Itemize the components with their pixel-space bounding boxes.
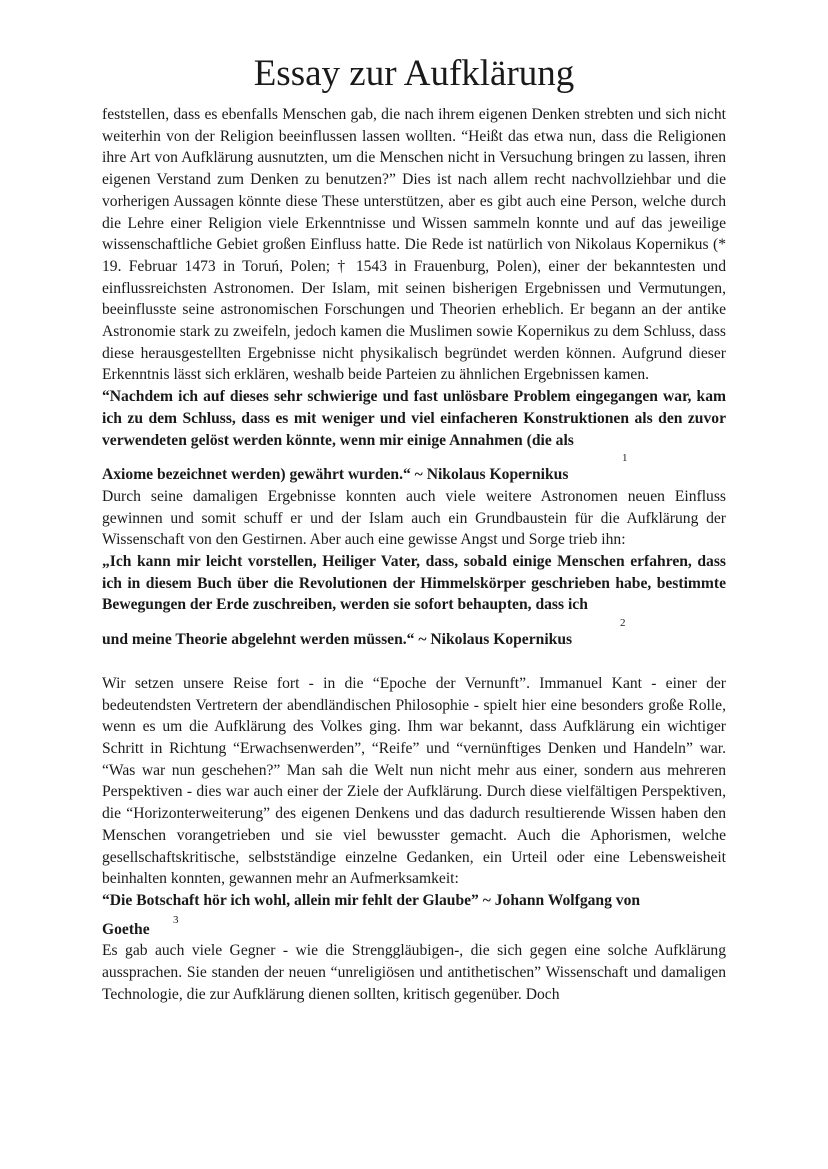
quote-1-attribution [102, 452, 726, 486]
paragraph-3: Wir setzen unsere Reise fort - in die “Epoche der Vernunft”. Immanuel Kant - einer der bedeutendsten Vertretern der abendländischen Philosophie - spielt hier eine besonders große Rolle, wenn es um die Aufklärung des Volkes ging. Ihm war bekannt, dass Aufklärung ein wichtiger Schritt in Richtung “Erwachsenwerden”, “Reife” und “vernünftiges Denken und Handeln” war. “Was war nun geschehen?” Man sah die Welt nun nicht mehr aus einer, sondern aus mehreren Perspektiven - dies war auch einer der Ziele der Aufklärung. Durch diese vielfältigen Perspektiven, die “Horizonterweiterung” des eigenen Denkens und das dadurch resultierende Wissen haben den Menschen vorangetrieben und sie viel bewusster gemacht. Auch die Aphorismen, welche gesellschaftskritische, selbstständige einzelne Gedanken, ein Urteil oder eine Lebensweisheit beinhalten konnten, gewannen mehr an Aufmerksamkeit: [102, 674, 726, 888]
quote-1-last-line: Axiome bezeichnet werden) gewährt wurden.“ ~ Nikolaus Kopernikus [102, 466, 569, 484]
quote-1-text: “Nachdem ich auf dieses sehr schwierige und fast unlösbare Problem eingegangen war, kam ich zu dem Schluss, dass es mit weniger und viel einfacheren Konstruktionen als den zuvor verwendeten gelöst werden könnte, wenn mir einige Annahmen (die als [102, 388, 726, 449]
quote-goethe [102, 890, 726, 940]
paragraph-4: Es gab auch viele Gegner - wie die Strenggläubigen-, die sich gegen eine solche Aufklärung aussprachen. Sie standen der neuen “unreligiösen und antithetischen” Wissenschaft und damaligen Technologie, die zur Aufklärung dienen sollten, kritisch gegenüber. Doch [102, 942, 726, 1003]
footnote-marker-1: 1 [622, 452, 628, 465]
quote-3-text: “Die Botschaft hör ich wohl, allein mir fehlt der Glaube” ~ Johann Wolfgang von [102, 891, 641, 909]
quote-2-text: „Ich kann mir leicht vorstellen, Heiliger Vater, dass, sobald einige Menschen erfahren, dass ich in diesem Buch über die Revolutionen der Himmelskörper geschrieben habe, bestimmte Bewegungen der Erde zuschreiben, werden sie sofort behaupten, dass ich [102, 553, 726, 614]
quote-3-author: Goethe [102, 920, 150, 938]
quote-2-last-line: und meine Theorie abgelehnt werden müssen.“ ~ Nikolaus Kopernikus [102, 631, 573, 649]
quote-2-attribution [102, 617, 726, 651]
footnote-marker-3: 3 [173, 913, 179, 926]
footnote-marker-2: 2 [620, 617, 626, 630]
quote-kopernikus-2 [102, 551, 726, 651]
essay-body [102, 104, 726, 1005]
paragraph-1: feststellen, dass es ebenfalls Menschen gab, die nach ihrem eigenen Denken strebten und sich nicht weiterhin von der Religion beeinflussen lassen wollten. “Heißt das etwa nun, dass die Religionen ihre Art von Aufklärung ausnutzten, um die Menschen nicht in Versuchung bringen zu lassen, ihren eigenen Verstand zum Denken zu benutzen?” Dies ist nach allem recht nachvollziehbar und die vorherigen Aussagen könnte diese These unterstützen, aber es gibt auch eine Person, welche durch die Lehre einer Religion viele Erkenntnisse und Wissen sammeln konnte und auf das jeweilige wissenschaftliche Gebiet großen Einfluss hatte. Die Rede ist natürlich von Nikolaus Kopernikus (* 19. Februar 1473 in Toruń, Polen; † 1543 in Frauenburg, Polen), einer der bekanntesten und einflussreichsten Astronomen. Der Islam, mit seinen bisherigen Ergebnissen und Vermutungen, beeinflusste seine astronomischen Forschungen und Theorien erheblich. Er begann an der antike Astronomie stark zu zweifeln, jedoch kamen die Muslimen sowie Kopernikus zu dem Schluss, dass diese herausgestellten Ergebnisse nicht physikalisch begründet werden können. Aufgrund dieser Erkenntnis lässt sich erklären, weshalb beide Parteien zu ähnlichen Ergebnissen kamen. [102, 106, 726, 384]
paragraph-2: Durch seine damaligen Ergebnisse konnten auch viele weitere Astronomen neuen Einfluss gewinnen und somit schuff er und der Islam auch ein Grundbaustein für die Aufklärung der Wissenschaft von den Gestirnen. Aber auch eine gewisse Angst und Sorge trieb ihn: [102, 487, 726, 549]
page-title: Essay zur Aufklärung [253, 53, 575, 94]
section-spacer [102, 651, 726, 673]
quote-kopernikus-1 [102, 386, 726, 486]
